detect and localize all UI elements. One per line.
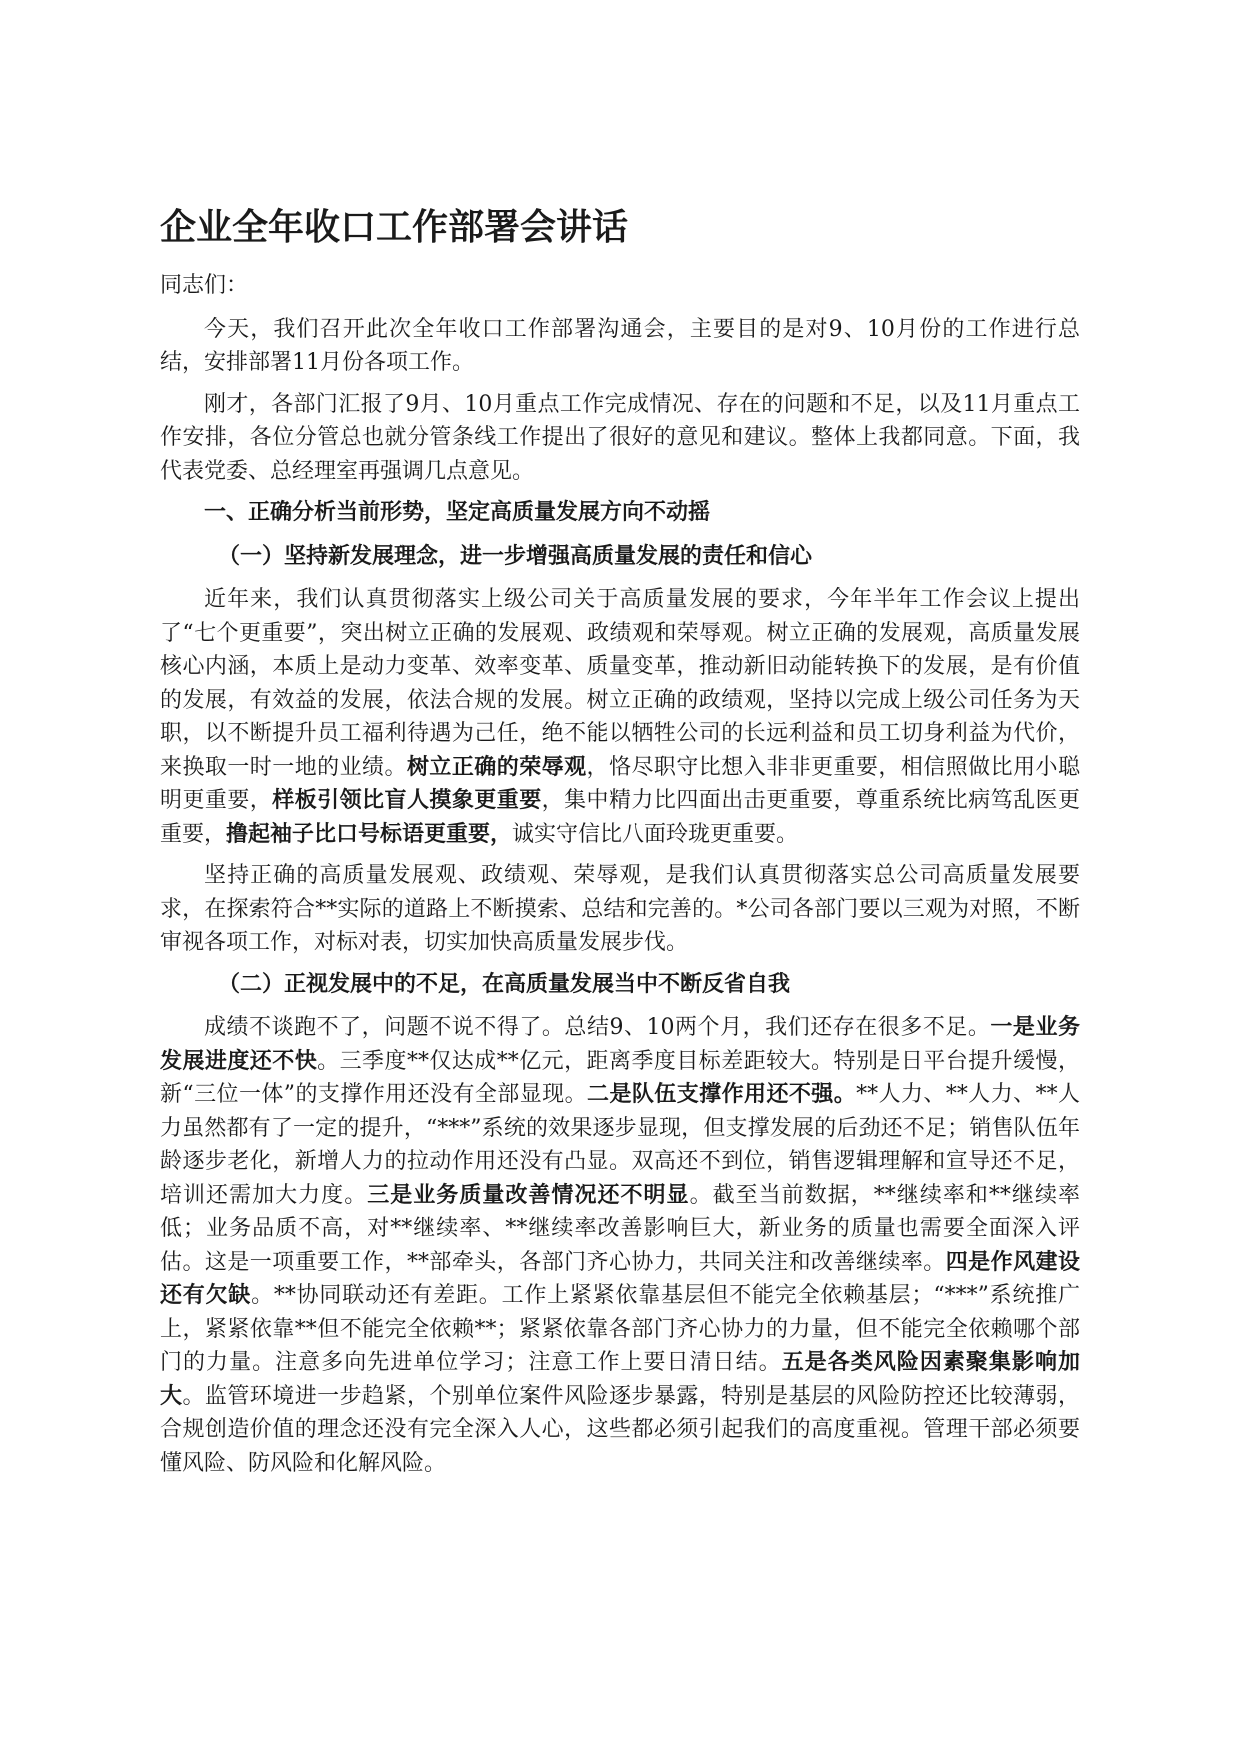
subsection-heading-1: （一）坚持新发展理念，进一步增强高质量发展的责任和信心 bbox=[218, 543, 813, 569]
bold-phrase: 样板引领比盲人摸象更重要 bbox=[272, 788, 542, 813]
bold-phrase: 五是各类风险因素聚集影响加大 bbox=[160, 1350, 1080, 1409]
text-run: 近年来，我们认真贯彻落实上级公司关于高质量发展的要求，今年半年工作会议上提出了“七个更重要”，突出树立正确的发展观、政绩观和荣辱观。树立正确的发展观，高质量发展核心内涵，本质上是动力变革、效率变革、质量变革，推动新旧动能转换下的发展，是有价值的发展，有效益的发展，依法合规的发展。树立正确的政绩观，坚持以完成上级公司任务为天职，以不断提升员工福利待遇为己任，绝不能以牺牲公司的长远利益和员工切身利益为代价，来换取一时一地的业绩。 bbox=[160, 587, 1080, 780]
text-run: 诚实守信比八面玲珑更重要。 bbox=[512, 821, 799, 847]
text-run: **人力、**人力、**人力虽然都有了一定的提升，“***”系统的效果逐步显现，但支撑发展的后劲还不足；销售队伍年龄逐步老化，新增人力的拉动作用还没有凸显。双高还不到位，销售逻辑理解和宣导还不足，培训还需加大力度。 bbox=[160, 1082, 1080, 1208]
subsection-heading-2: （二）正视发展中的不足，在高质量发展当中不断反省自我 bbox=[218, 971, 791, 997]
text-run: 。监管环境进一步趋紧，个别单位案件风险逐步暴露，特别是基层的风险防控还比较薄弱，合规创造价值的理念还没有完全深入人心，这些都必须引起我们的高度重视。管理干部必须要懂风险、防风险和化解风险。 bbox=[160, 1383, 1080, 1476]
text-run: ，恪尽职守比想入非非更重要，相信照做比用小聪明更重要， bbox=[160, 754, 1080, 813]
text-run: 。三季度**仅达成**亿元，距离季度目标差距较大。特别是日平台提升缓慢，新“三位一体”的支撑作用还没有全部显现。 bbox=[160, 1048, 1080, 1107]
text-run: 。**协同联动还有差距。工作上紧紧依靠基层但不能完全依赖基层；“***”系统推广上，紧紧依靠**但不能完全依赖**；紧紧依靠各部门齐心协力的力量，但不能完全依赖哪个部门的力量。注意多向先进单位学习；注意工作上要日清日结。 bbox=[160, 1283, 1080, 1375]
salutation: 同志们： bbox=[160, 273, 249, 298]
document-title: 企业全年收口工作部署会讲话 bbox=[160, 207, 629, 248]
bold-phrase: 一是业务发展进度还不快 bbox=[160, 1015, 1080, 1074]
text-run: 。截至当前数据，**继续率和**继续率低；业务品质不高，对**继续率、**继续率改善影响巨大，新业务的质量也需要全面深入评估。这是一项重要工作，**部牵头，各部门齐心协力，共同关注和改善继续率。 bbox=[160, 1182, 1080, 1275]
text-run: 成绩不谈跑不了，问题不说不得了。总结9、10两个月，我们还存在很多不足。 bbox=[204, 1015, 991, 1040]
paragraph-summary: 刚才，各部门汇报了9月、10月重点工作完成情况、存在的问题和不足，以及11月重点工作安排，各位分管总也就分管条线工作提出了很好的意见和建议。整体上我都同意。下面，我代表党委、总经理室再强调几点意见。 bbox=[160, 391, 1080, 484]
paragraph-intro: 今天，我们召开此次全年收口工作部署沟通会，主要目的是对9、10月份的工作进行总结，安排部署11月份各项工作。 bbox=[160, 316, 1080, 375]
document-page bbox=[160, 203, 1080, 1488]
paragraph-shortcomings bbox=[160, 1011, 1080, 1480]
bold-phrase: 四是作风建设还有欠缺 bbox=[160, 1249, 1080, 1308]
paragraph-three-views: 坚持正确的高质量发展观、政绩观、荣辱观，是我们认真贯彻落实总公司高质量发展要求，在探索符合**实际的道路上不断摸索、总结和完善的。*公司各部门要以三观为对照，不断审视各项工作，对标对表，切实加快高质量发展步伐。 bbox=[160, 863, 1080, 955]
text-run: ，集中精力比四面出击更重要，尊重系统比病笃乱医更重要， bbox=[160, 788, 1080, 847]
bold-phrase: 树立正确的荣辱观 bbox=[406, 754, 587, 780]
bold-phrase: 三是业务质量改善情况还不明显 bbox=[367, 1182, 690, 1208]
paragraph-development-views bbox=[160, 583, 1080, 851]
section-heading-1: 一、正确分析当前形势，坚定高质量发展方向不动摇 bbox=[204, 500, 711, 525]
bold-phrase: 撸起袖子比口号标语更重要， bbox=[226, 821, 513, 847]
bold-phrase: 二是队伍支撑作用还不强。 bbox=[587, 1082, 857, 1107]
